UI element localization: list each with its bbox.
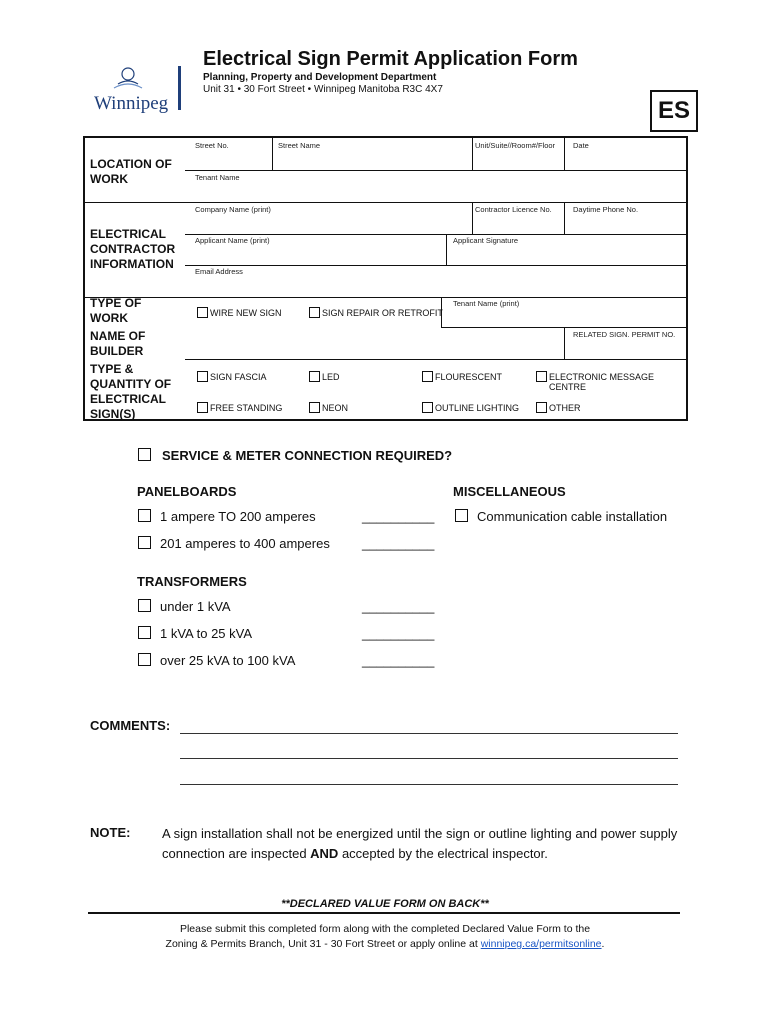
col-divider bbox=[472, 138, 473, 170]
note-label: NOTE: bbox=[90, 825, 131, 840]
communication-cable-checkbox[interactable] bbox=[455, 509, 468, 522]
row-divider bbox=[185, 265, 688, 266]
misc-heading: MISCELLANEOUS bbox=[453, 484, 566, 499]
panelboards-heading: PANELBOARDS bbox=[137, 484, 237, 499]
transformer-checkbox[interactable] bbox=[138, 599, 151, 612]
free-standing-checkbox[interactable] bbox=[197, 402, 208, 413]
service-meter-label: SERVICE & METER CONNECTION REQUIRED? bbox=[162, 448, 453, 463]
form-table bbox=[83, 136, 688, 421]
misc-option: Communication cable installation bbox=[477, 509, 668, 524]
sign-fascia-checkbox[interactable] bbox=[197, 371, 208, 382]
row-divider bbox=[185, 170, 688, 171]
footer-divider bbox=[88, 912, 680, 914]
date-field[interactable]: Date bbox=[573, 141, 589, 150]
footer-line-2 bbox=[0, 937, 770, 952]
location-section-label: LOCATION OF WORK bbox=[90, 157, 172, 186]
col-divider bbox=[472, 202, 473, 234]
unit-field[interactable]: Unit/Suite//Room#/Floor bbox=[475, 141, 556, 150]
street-name-field[interactable]: Street Name bbox=[278, 141, 321, 150]
sign-type-label: TYPE & QUANTITY OF ELECTRICAL SIGN(S) bbox=[90, 362, 172, 421]
transformer-checkbox[interactable] bbox=[138, 626, 151, 639]
builder-label: NAME OF BUILDER bbox=[90, 329, 146, 358]
page-title: Electrical Sign Permit Application Form bbox=[203, 48, 578, 70]
transformer-checkbox[interactable] bbox=[138, 653, 151, 666]
sign-fascia-label: SIGN FASCIA bbox=[210, 372, 267, 382]
phone-field[interactable]: Daytime Phone No. bbox=[573, 205, 639, 214]
department-address: Unit 31 • 30 Fort Street • Winnipeg Manitoba R3C 4X7 bbox=[203, 84, 443, 95]
transformer-option: 1 kVA to 25 kVA bbox=[160, 626, 253, 641]
row-divider bbox=[441, 327, 688, 328]
tenant-name-field[interactable]: Tenant Name bbox=[195, 173, 240, 182]
quantity-blank[interactable]: __________ bbox=[362, 536, 435, 551]
quantity-blank[interactable]: __________ bbox=[362, 599, 435, 614]
logo-text: Winnipeg bbox=[94, 93, 169, 114]
quantity-blank[interactable]: __________ bbox=[362, 509, 435, 524]
related-permit-field[interactable]: RELATED SIGN. PERMIT NO. bbox=[573, 330, 676, 339]
col-divider bbox=[272, 138, 273, 170]
col-divider bbox=[564, 327, 565, 359]
panelboard-option: 1 ampere TO 200 amperes bbox=[160, 509, 316, 524]
note-text bbox=[162, 824, 682, 864]
wire-new-sign-label: WIRE NEW SIGN bbox=[210, 308, 282, 318]
neon-checkbox[interactable] bbox=[309, 402, 320, 413]
wire-new-sign-checkbox[interactable] bbox=[197, 307, 208, 318]
electronic-message-label: ELECTRONIC MESSAGE CENTRE bbox=[549, 372, 655, 392]
flourescent-label: FLOURESCENT bbox=[435, 372, 503, 382]
comment-line[interactable] bbox=[180, 733, 678, 734]
transformer-option: over 25 kVA to 100 kVA bbox=[160, 653, 296, 668]
row-divider bbox=[85, 297, 688, 298]
street-no-field[interactable]: Street No. bbox=[195, 141, 229, 150]
footer-line-1: Please submit this completed form along with the completed Declared Value Form to the bbox=[179, 923, 591, 935]
service-meter-checkbox[interactable] bbox=[138, 448, 151, 461]
licence-no-field[interactable]: Contractor Licence No. bbox=[475, 205, 552, 214]
note-text-2: accepted by the electrical inspector. bbox=[338, 846, 548, 861]
declared-value-notice: **DECLARED VALUE FORM ON BACK** bbox=[281, 898, 489, 910]
panelboard-checkbox[interactable] bbox=[138, 536, 151, 549]
department: Planning, Property and Development Department bbox=[203, 72, 437, 83]
footer-line-2-prefix: Zoning & Permits Branch, Unit 31 - 30 Fort Street or apply online at bbox=[165, 938, 481, 950]
col-divider bbox=[564, 138, 565, 170]
permits-online-link[interactable]: winnipeg.ca/permitsonline bbox=[480, 938, 602, 950]
col-divider bbox=[446, 234, 447, 265]
sign-repair-label: SIGN REPAIR OR RETROFIT bbox=[322, 308, 443, 318]
row-divider bbox=[185, 359, 688, 360]
col-divider bbox=[564, 202, 565, 234]
sign-repair-checkbox[interactable] bbox=[309, 307, 320, 318]
comment-line[interactable] bbox=[180, 784, 678, 785]
electronic-message-checkbox[interactable] bbox=[536, 371, 547, 382]
email-field[interactable]: Email Address bbox=[195, 267, 243, 276]
panelboard-checkbox[interactable] bbox=[138, 509, 151, 522]
outline-lighting-checkbox[interactable] bbox=[422, 402, 433, 413]
led-checkbox[interactable] bbox=[309, 371, 320, 382]
led-label: LED bbox=[322, 372, 340, 382]
tenant-print-field[interactable]: Tenant Name (print) bbox=[453, 299, 520, 308]
outline-lighting-label: OUTLINE LIGHTING bbox=[435, 403, 520, 413]
footer-instructions bbox=[0, 922, 770, 952]
transformer-option: under 1 kVA bbox=[160, 599, 231, 614]
comments-label: COMMENTS: bbox=[90, 718, 171, 733]
quantity-blank[interactable]: __________ bbox=[362, 653, 435, 668]
quantity-blank[interactable]: __________ bbox=[362, 626, 435, 641]
note-text-1: A sign installation shall not be energized until the sign or outline lighting and power supply connection are inspected bbox=[162, 826, 678, 861]
flourescent-checkbox[interactable] bbox=[422, 371, 433, 382]
comment-line[interactable] bbox=[180, 758, 678, 759]
row-divider bbox=[185, 234, 688, 235]
row-divider bbox=[85, 202, 688, 203]
other-label: OTHER bbox=[549, 403, 581, 413]
company-name-field[interactable]: Company Name (print) bbox=[195, 205, 271, 214]
header-divider bbox=[178, 66, 181, 110]
note-text-bold: AND bbox=[310, 846, 339, 861]
free-standing-label: FREE STANDING bbox=[210, 403, 283, 413]
other-checkbox[interactable] bbox=[536, 402, 547, 413]
footer-line-2-suffix: . bbox=[601, 938, 605, 950]
applicant-name-field[interactable]: Applicant Name (print) bbox=[195, 236, 270, 245]
transformers-heading: TRANSFORMERS bbox=[137, 574, 247, 589]
contractor-section-label: ELECTRICAL CONTRACTOR INFORMATION bbox=[90, 227, 176, 271]
panelboard-option: 201 amperes to 400 amperes bbox=[160, 536, 330, 551]
type-of-work-label: TYPE OF WORK bbox=[90, 296, 142, 325]
neon-label: NEON bbox=[322, 403, 349, 413]
form-code-badge: ES bbox=[650, 90, 698, 132]
applicant-signature-field[interactable]: Applicant Signature bbox=[453, 236, 519, 245]
